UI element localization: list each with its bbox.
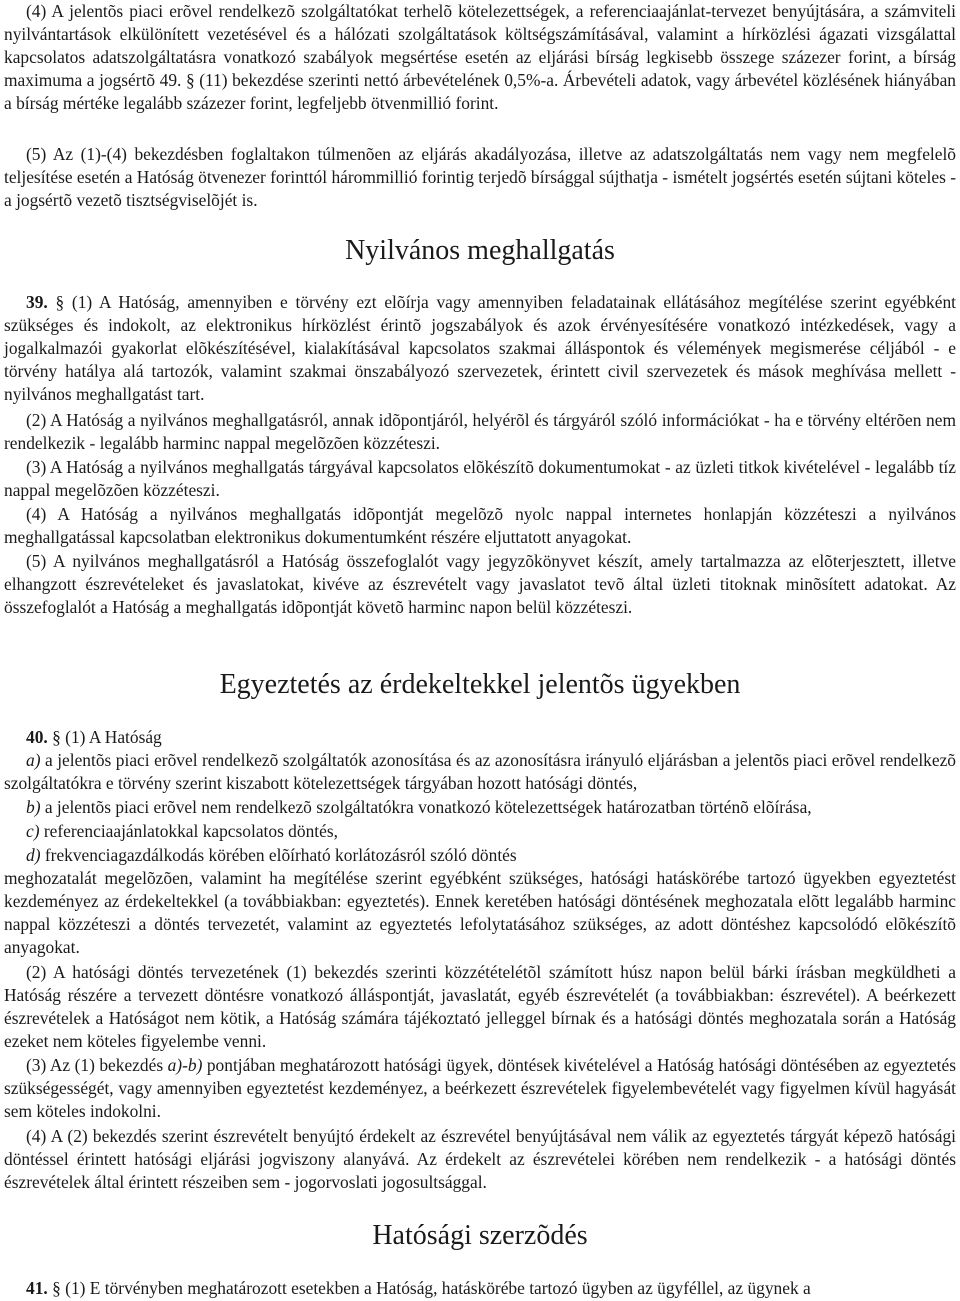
section-39-paragraph-3: (3) A Hatóság a nyilvános meghallgatás tárgyával kapcsolatos elõkészítõ dokumentumokat - az üzleti titkok kivételével - legalább tíz nappal megelõzõen közzéteszi.	[4, 457, 956, 500]
section-40-paragraph-2: (2) A hatósági döntés tervezetének (1) bekezdés szerinti közzétételétõl számított húsz napon belül bárki írásban megküldheti a Hatóság részére a tervezett döntésre vonatkozó álláspontját, javaslatát, egyéb észrevételét (a továbbiakban: észrevétel). A beérkezett észrevételek a Hatóságot nem kötik, a Hatóság számára tájékoztató jelleggel bírnak és a hatósági döntés meghozatala során a Hatóság ezeket nem köteles figyelembe venni.	[4, 962, 956, 1051]
section-39-paragraph-5: (5) A nyilvános meghallgatásról a Hatóság összefoglalót vagy jegyzõkönyvet készít, amely tartalmazza az elõterjesztett, illetve elhangzott észrevételeket és javaslatokat, kivéve az észrevételt vagy javaslatot tevõ által üzleti titoknak minõsített adatokat. Az összefoglalót a Hatóság a meghallgatás idõpontját követõ harminc napon belül közzéteszi.	[4, 551, 956, 617]
section-39-paragraph-4: (4) A Hatóság a nyilvános meghallgatás idõpontját megelõzõ nyolc nappal internetes honlapján közzéteszi a nyilvános meghallgatással kapcsolatban elektronikus dokumentumként részére eljuttatott anyagokat.	[4, 504, 956, 547]
section-40-item-b: b) a jelentõs piaci erõvel nem rendelkezõ szolgáltatókra vonatkozó kötelezettségek határozatban történõ elõírása,	[26, 797, 812, 817]
section-41-paragraph-1: 41. § (1) E törvényben meghatározott esetekben a Hatóság, hatáskörébe tartozó ügyben az ügyféllel, az ügynek a	[26, 1278, 811, 1298]
paragraph-4: (4) A jelentõs piaci erõvel rendelkezõ szolgáltatókat terhelõ kötelezettségek, a referenciaajánlat-tervezet benyújtására, a számviteli nyilvántartások elkülönített vezetésével és a hálózati szolgáltatások költségszámításával, valamint a hírközlési ágazati vizsgálattal kapcsolatos adatszolgáltatásra vonatkozó szabályok megsértése esetén az eljárási bírság legkisebb összege százezer forint, a bírság maximuma a jogsértõ 49. § (11) bekezdése szerinti nettó árbevételének 0,5%-a. Árbevételi adatok, vagy árbevétel közlésének hiányában a bírság mértéke legalább százezer forint, legfeljebb ötvenmillió forint.	[4, 1, 956, 113]
section-40-item-d: d) frekvenciagazdálkodás körében elõírható korlátozásról szóló döntés	[26, 845, 517, 865]
section-40-continuation: meghozatalát megelõzõen, valamint ha megítélése szerint egyébként szükséges, hatósági hatáskörébe tartozó ügyekben egyeztetést kezdeményez az érdekeltekkel (a továbbiakban: egyeztetés). Ennek keretében hatósági döntésének meghozatala elõtt legalább harminc nappal közzéteszi a döntés tervezetét, valamint az egyeztetés lefolytatásához szükséges, az adott döntéshez kapcsolódó elõkészítõ anyagokat.	[4, 868, 956, 957]
section-39-paragraph-2: (2) A Hatóság a nyilvános meghallgatásról, annak idõpontjáról, helyérõl és tárgyáról szóló információkat - ha e törvény eltérõen nem rendelkezik - legalább harminc nappal megelõzõen közzéteszi.	[4, 410, 956, 453]
section-heading-nyilvanos-meghallgatas: Nyilvános meghallgatás	[345, 235, 615, 266]
section-40-paragraph-3: (3) Az (1) bekezdés a)-b) pontjában meghatározott hatósági ügyek, döntések kivételével a Hatóság hatósági döntésében az egyeztetés szükségességét, vagy amennyiben egyeztetést kezdeményez, a beérkezett észrevételek figyelembevételét vagy figyelmen kívül hagyását sem köteles indokolni.	[4, 1055, 957, 1121]
section-number: 40.	[26, 727, 48, 747]
section-40-intro: 40. § (1) A Hatóság	[26, 727, 162, 747]
section-heading-egyeztetes: Egyeztetés az érdekeltekkel jelentõs ügyekben	[219, 669, 741, 700]
section-number: 41.	[26, 1278, 48, 1298]
section-40-item-c: c) referenciaajánlatokkal kapcsolatos döntés,	[26, 821, 338, 841]
section-39-paragraph-1: 39. § (1) A Hatóság, amennyiben e törvény ezt elõírja vagy amennyiben feladatainak ellátásához megítélése szerint egyébként szükséges és indokolt, az elektronikus hírközlést érintõ jogszabályok és azok érvényesítésére vonatkozó intézkedések, vagy a jogalkalmazói gyakorlat elõkészítésével, kialakításával kapcsolatos szakmai álláspontok és vélemények megismerése céljából - e törvény hatálya alá tartozók, valamint szakmai önszabályozó szervezetek, érintett civil szervezetek és mások meghívása mellett - nyilvános meghallgatást tart.	[4, 292, 956, 404]
section-heading-hatosagi-szerzodes: Hatósági szerzõdés	[372, 1220, 588, 1251]
section-40-paragraph-4: (4) A (2) bekezdés szerint észrevételt benyújtó érdekelt az észrevétel benyújtásával nem válik az egyeztetés tárgyát képezõ hatósági döntéssel érintett hatósági eljárási jogviszony alanyává. Az érdekelt az észrevételei körében nem rendelkezik - a hatósági döntés észrevételek által érintett részeiben sem - jogorvoslati jogosultsággal.	[4, 1126, 956, 1192]
section-40-item-a: a) a jelentõs piaci erõvel rendelkezõ szolgáltatók azonosítása és az azonosításra irányuló eljárásban a jelentõs piaci erõvel rendelkezõ szolgáltatókra e törvény szerint kiszabott kötelezettségek tárgyában hozott hatósági döntés,	[4, 750, 956, 793]
paragraph-5: (5) Az (1)-(4) bekezdésben foglaltakon túlmenõen az eljárás akadályozása, illetve az adatszolgáltatás nem vagy nem megfelelõ teljesítése esetén a Hatóság ötvenezer forinttól hárommillió forintig terjedõ bírsággal sújthatja - ismételt jogsértés esetén sújtani köteles - a jogsértõ vezetõ tisztségviselõjét is.	[4, 144, 956, 210]
section-number: 39.	[26, 292, 48, 312]
